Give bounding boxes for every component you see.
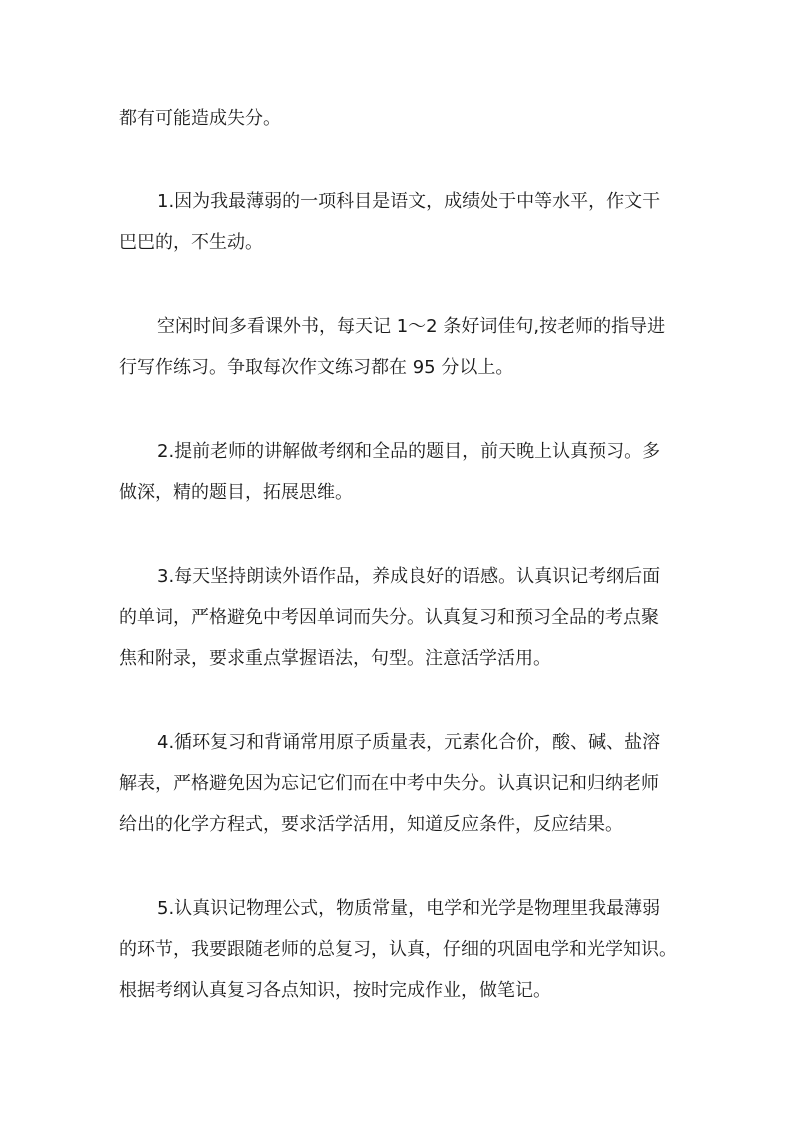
paragraph-line: 2.提前老师的讲解做考纲和全品的题目，前天晚上认真预习。多 xyxy=(157,441,661,462)
paragraph-line: 3.每天坚持朗读外语作品，养成良好的语感。认真识记考纲后面 xyxy=(157,566,661,587)
paragraph-line: 根据考纲认真复习各点知识，按时完成作业，做笔记。 xyxy=(119,980,551,1001)
paragraph-line: 给出的化学方程式，要求活学活用，知道反应条件，反应结果。 xyxy=(119,814,623,835)
paragraph-line: 1.因为我最薄弱的一项科目是语文，成绩处于中等水平，作文干 xyxy=(157,191,661,212)
paragraph-line: 做深，精的题目，拓展思维。 xyxy=(119,482,353,503)
paragraph-line: 焦和附录，要求重点掌握语法，句型。注意活学活用。 xyxy=(119,648,551,669)
paragraph-line: 巴巴的，不生动。 xyxy=(119,232,263,253)
paragraph-line: 行写作练习。争取每次作文练习都在 95 分以上。 xyxy=(119,357,514,378)
paragraph-line: 解表，严格避免因为忘记它们而在中考中失分。认真识记和归纳老师 xyxy=(119,773,659,794)
paragraph-line: 5.认真识记物理公式，物质常量，电学和光学是物理里我最薄弱 xyxy=(157,898,661,919)
paragraph-line: 的环节，我要跟随老师的总复习，认真，仔细的巩固电学和光学知识。 xyxy=(119,939,677,960)
paragraph-line: 4.循环复习和背诵常用原子质量表，元素化合价，酸、碱、盐溶 xyxy=(157,732,661,753)
paragraph-line: 的单词，严格避免中考因单词而失分。认真复习和预习全品的考点聚 xyxy=(119,607,659,628)
paragraph-line: 空闲时间多看课外书，每天记 1～2 条好词佳句,按老师的指导进 xyxy=(157,316,666,337)
paragraph-line: 都有可能造成失分。 xyxy=(119,108,281,129)
